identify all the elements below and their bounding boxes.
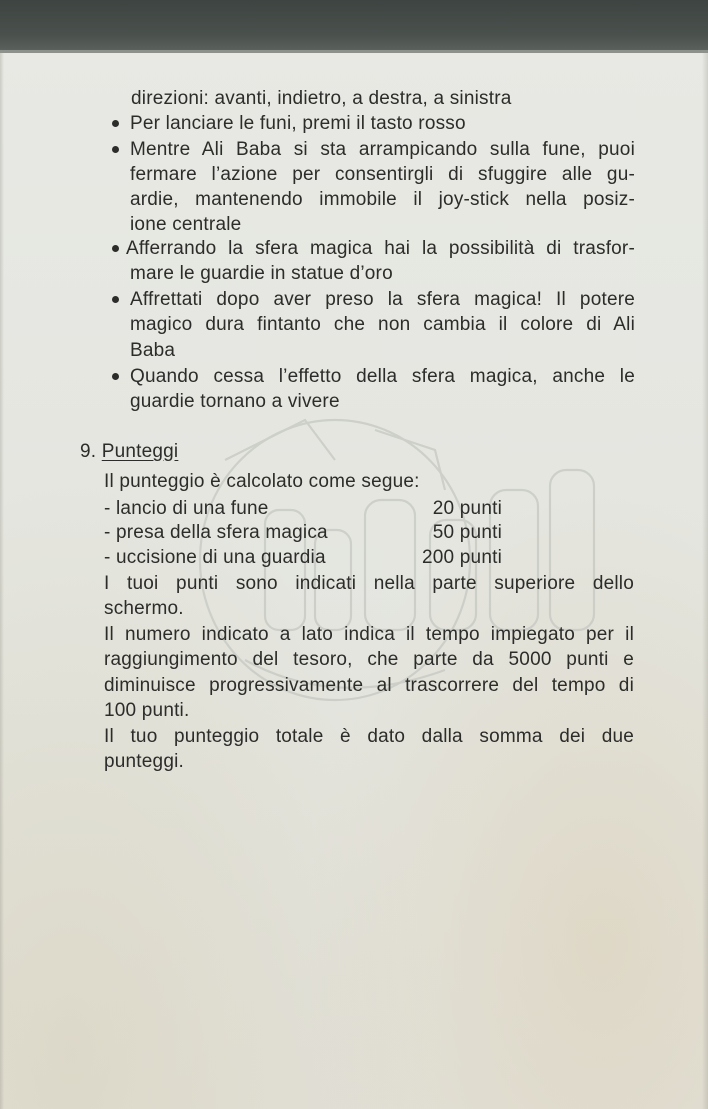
bullet-dot — [112, 120, 119, 127]
top-dark-band — [0, 0, 708, 50]
bullet-2-line-4: ione centrale — [130, 214, 242, 235]
paragraph-3-line-2: punteggi. — [104, 751, 184, 772]
bullet-5-line-2: guardie tornano a vivere — [130, 391, 340, 412]
paragraph-2-line-2: raggiungimento del tesoro, che parte da 5000 punti e — [104, 649, 634, 670]
score-points-2: 50 punti — [432, 522, 502, 543]
score-points-3: 200 punti — [422, 547, 502, 568]
bullet-dot — [112, 373, 119, 380]
bullet-2-line-1: Mentre Ali Baba si sta arrampicando sulla fune, puoi — [130, 139, 635, 160]
bullet-4-line-2: magico dura fintanto che non cambia il colore di Ali — [130, 314, 635, 335]
bullet-4-line-3: Baba — [130, 340, 176, 361]
bullet-2-line-2: fermare l’azione per consentirgli di sfuggire alle gu- — [130, 164, 635, 185]
bullet-2-line-3: ardie, mantenendo immobile il joy-stick nella posiz- — [130, 189, 635, 210]
score-item-3: - uccisione di una guardia — [104, 547, 326, 568]
paragraph-2-line-4: 100 punti. — [104, 700, 190, 721]
section-intro: Il punteggio è calcolato come segue: — [104, 471, 420, 492]
bullet-3-line-1: Afferrando la sfera magica hai la possibilità di trasfor- — [126, 238, 635, 259]
paragraph-2-line-3: diminuisce progressivamente al trascorrere del tempo di — [104, 675, 634, 696]
paragraph-1-line-1: I tuoi punti sono indicati nella parte superiore dello — [104, 573, 634, 594]
paragraph-2-line-1: Il numero indicato a lato indica il tempo impiegato per il — [104, 624, 634, 645]
top-band-rule — [0, 50, 708, 53]
bullet-1-line-1: Per lanciare le funi, premi il tasto rosso — [130, 113, 466, 134]
section-number: 9. — [80, 441, 97, 462]
bullet-4-line-1: Affrettati dopo aver preso la sfera magica! Il potere — [130, 289, 635, 310]
bullet-5-line-1: Quando cessa l’effetto della sfera magica, anche le — [130, 366, 635, 387]
bullet-3-line-2: mare le guardie in statue d’oro — [130, 263, 393, 284]
score-item-1: - lancio di una fune — [104, 498, 269, 519]
left-edge-shadow — [0, 53, 4, 1109]
paragraph-3-line-1: Il tuo punteggio totale è dato dalla somma dei due — [104, 726, 634, 747]
score-item-2: - presa della sfera magica — [104, 522, 328, 543]
bullet-dot — [112, 296, 119, 303]
right-fold-shadow — [702, 53, 708, 1109]
bullet-dot — [112, 245, 119, 252]
bullet-dot — [112, 146, 119, 153]
section-title: Punteggi — [101, 441, 179, 462]
section-heading — [80, 439, 178, 465]
intro-line: direzioni: avanti, indietro, a destra, a sinistra — [131, 88, 512, 109]
score-points-1: 20 punti — [432, 498, 502, 519]
paragraph-1-line-2: schermo. — [104, 598, 184, 619]
